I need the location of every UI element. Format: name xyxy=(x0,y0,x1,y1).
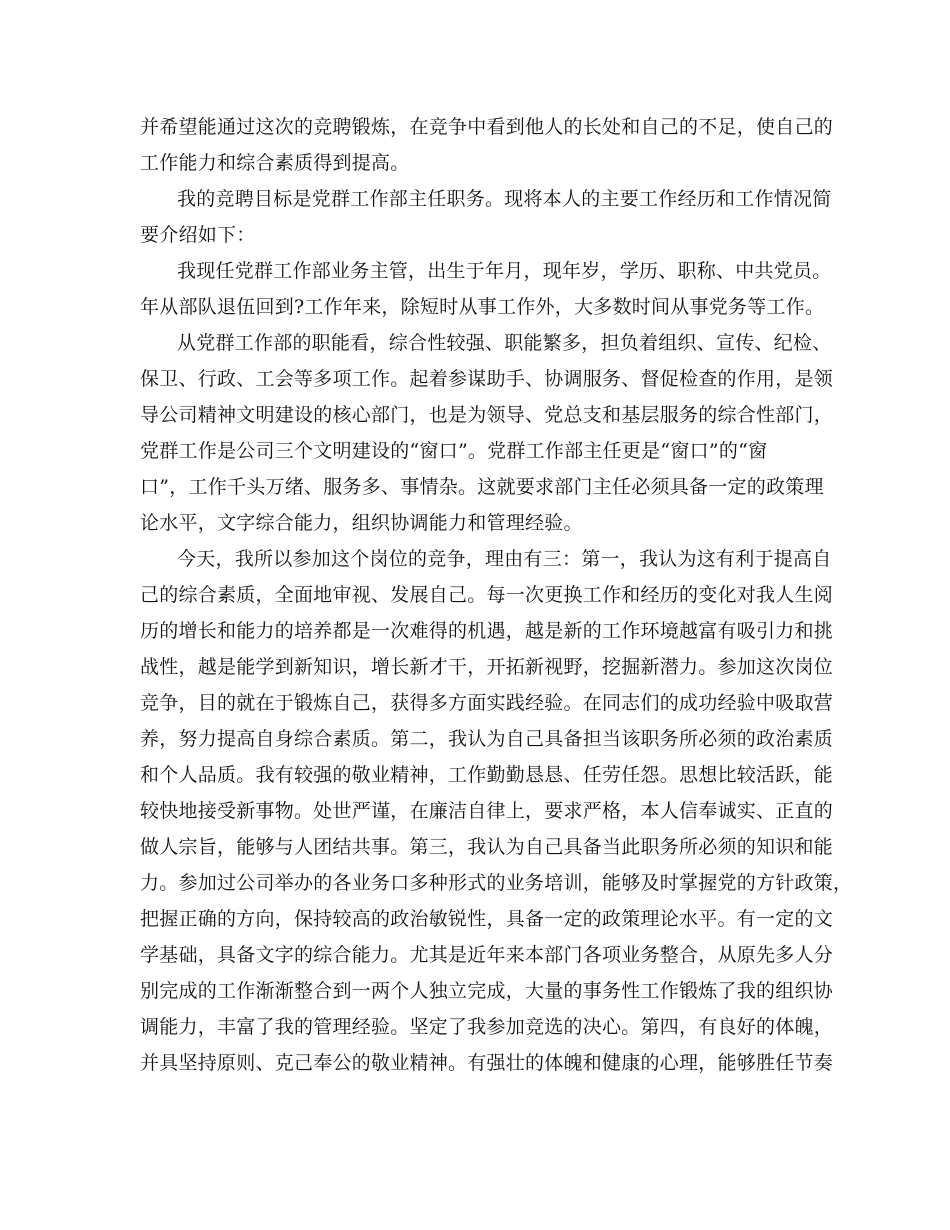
text-line: 别完成的工作渐渐整合到一两个人独立完成，大量的事务性工作锻炼了我的组织协 xyxy=(140,980,834,1002)
text-line: 和个人品质。我有较强的敬业精神，工作勤勤恳恳、任劳任怨。思想比较活跃，能 xyxy=(140,764,834,786)
text-line: 调能力，丰富了我的管理经验。坚定了我参加竞选的决心。第四，有良好的体魄， xyxy=(140,1016,834,1038)
text-line: 口”，工作千头万绪、服务多、事情杂。这就要求部门主任必须具备一定的政策理 xyxy=(140,476,824,498)
text-line: 力。参加过公司举办的各业务口多种形式的业务培训，能够及时掌握党的方针政策， xyxy=(140,872,853,894)
text-line: 学基础，具备文字的综合能力。尤其是近年来本部门各项业务整合，从原先多人分 xyxy=(140,944,834,966)
text-line: 竞争，目的就在于锻炼自己，获得多方面实践经验。在同志们的成功经验中吸取营 xyxy=(140,692,834,714)
text-line: 把握正确的方向，保持较高的政治敏锐性，具备一定的政策理论水平。有一定的文 xyxy=(140,908,834,930)
text-line: 战性，越是能学到新知识，增长新才干，开拓新视野，挖掘新潜力。参加这次岗位 xyxy=(140,656,834,678)
text-line: 保卫、行政、工会等多项工作。起着参谋助手、协调服务、督促检查的作用，是领 xyxy=(140,368,834,390)
text-line: 己的综合素质，全面地审视、发展自己。每一次更换工作和经历的变化对我人生阅 xyxy=(140,584,834,606)
text-line: 做人宗旨，能够与人团结共事。第三，我认为自己具备当此职务所必须的知识和能 xyxy=(140,836,834,858)
text-line: 从党群工作部的职能看，综合性较强、职能繁多，担负着组织、宣传、纪检、 xyxy=(177,332,832,354)
text-line: 并希望能通过这次的竞聘锻炼，在竞争中看到他人的长处和自己的不足，使自己的 xyxy=(140,116,834,138)
text-line: 导公司精神文明建设的核心部门，也是为领导、党总支和基层服务的综合性部门， xyxy=(140,404,834,426)
text-line: 今天，我所以参加这个岗位的竞争，理由有三：第一，我认为这有利于提高自 xyxy=(177,548,832,570)
text-line: 论水平，文字综合能力，组织协调能力和管理经验。 xyxy=(140,512,583,534)
text-line: 我的竞聘目标是党群工作部主任职务。现将本人的主要工作经历和工作情况简 xyxy=(177,188,832,210)
text-line: 党群工作是公司三个文明建设的“窗口”。党群工作部主任更是“窗口”的“窗 xyxy=(140,440,768,462)
text-line: 较快地接受新事物。处世严谨，在廉洁自律上，要求严格，本人信奉诚实、正直的 xyxy=(140,800,834,822)
text-line: 并具坚持原则、克己奉公的敬业精神。有强壮的体魄和健康的心理，能够胜任节奏 xyxy=(140,1052,834,1074)
text-line: 年从部队退伍回到?工作年来，除短时从事工作外，大多数时间从事党务等工作。 xyxy=(140,296,825,318)
text-line: 要介绍如下： xyxy=(140,224,256,246)
text-line: 工作能力和综合素质得到提高。 xyxy=(140,152,410,174)
text-line: 我现任党群工作部业务主管，出生于年月，现年岁，学历、职称、中共党员。 xyxy=(177,260,832,282)
text-line: 养，努力提高自身综合素质。第二，我认为自己具备担当该职务所必须的政治素质 xyxy=(140,728,834,750)
text-line: 历的增长和能力的培养都是一次难得的机遇，越是新的工作环境越富有吸引力和挑 xyxy=(140,620,834,642)
